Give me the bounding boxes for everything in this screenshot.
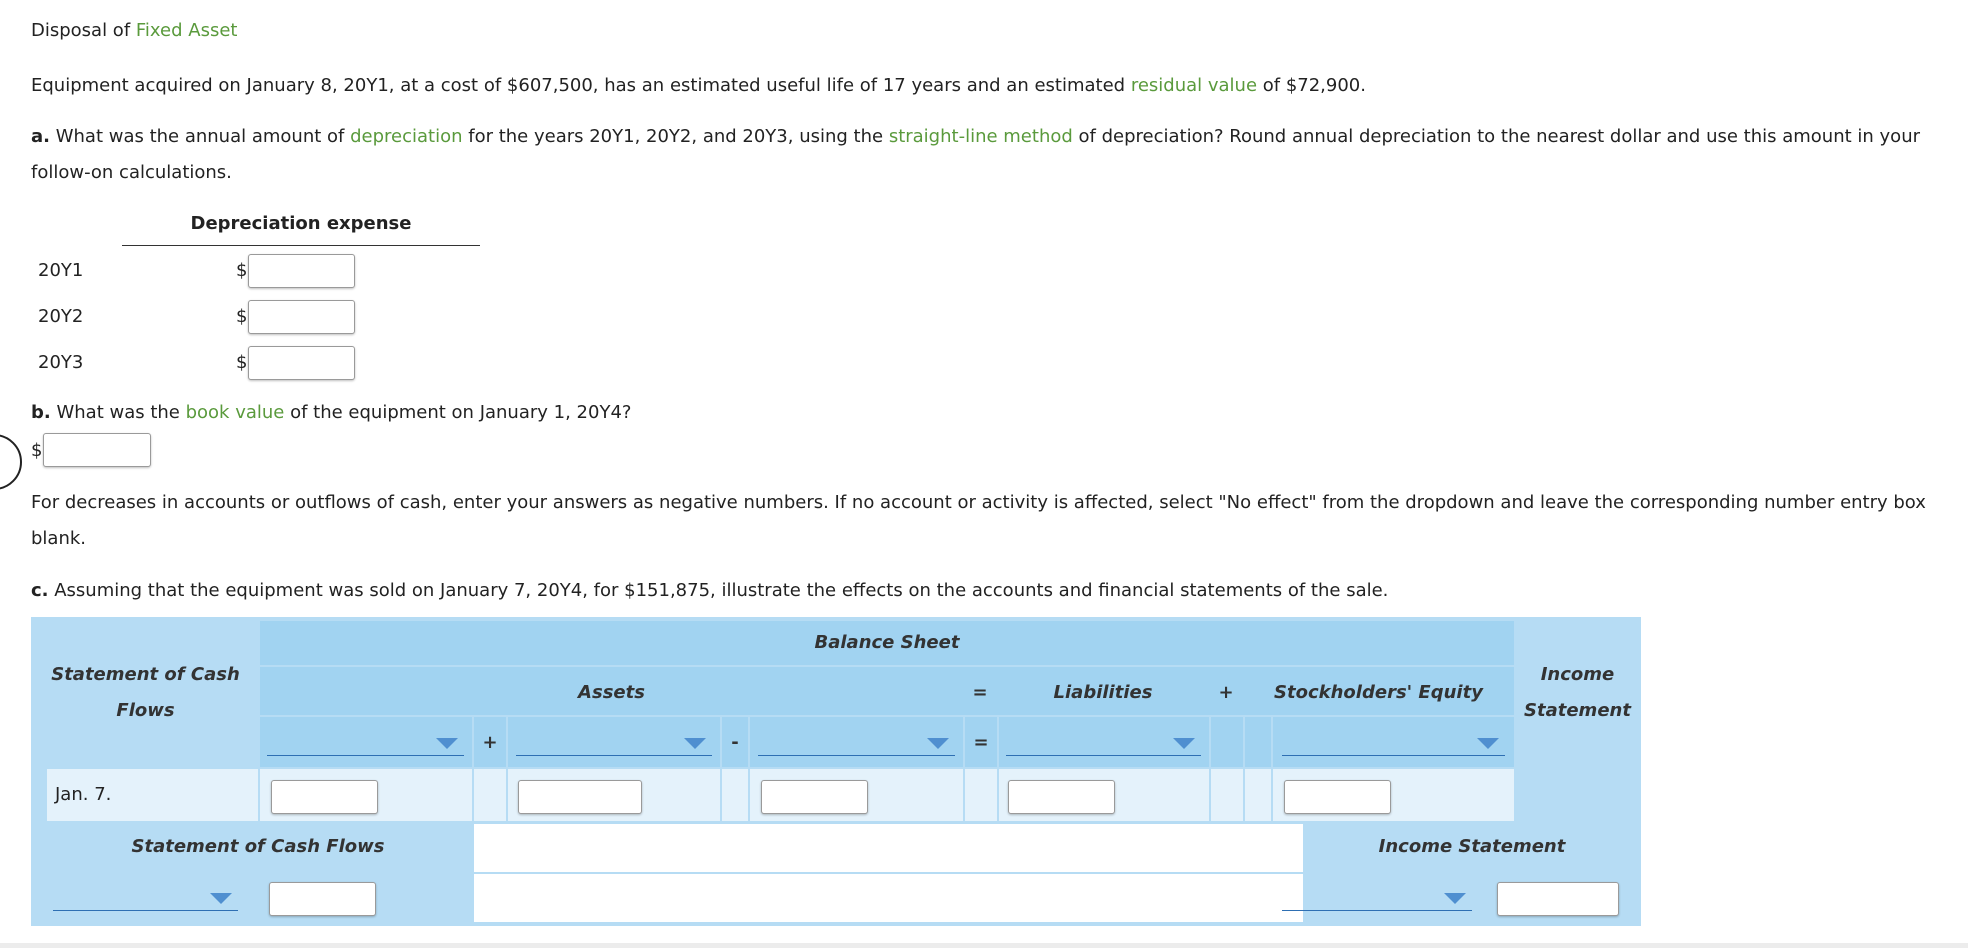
part-c-label: c. [31, 580, 49, 601]
column-divider [1243, 717, 1245, 767]
book-value-input[interactable] [43, 433, 151, 467]
equals-sign: = [972, 682, 988, 703]
straight-line-method-link[interactable]: straight-line method [888, 126, 1073, 147]
year-label-20y1: 20Y1 [38, 260, 84, 281]
plus-operator: + [482, 732, 498, 753]
part-b-text-1: What was the [50, 402, 186, 423]
blank-footer-cell [474, 874, 1303, 922]
depreciation-expense-header: Depreciation expense [190, 213, 412, 234]
asset-account-1-dropdown[interactable] [267, 730, 464, 756]
liabilities-account-dropdown[interactable] [1006, 730, 1201, 756]
currency-symbol: $ [236, 260, 248, 281]
asset-amount-2-input[interactable] [518, 780, 642, 814]
book-value-link[interactable]: book value [185, 402, 285, 423]
currency-symbol: $ [236, 306, 248, 327]
currency-symbol: $ [236, 352, 248, 373]
equity-account-dropdown[interactable] [1282, 730, 1505, 756]
is-footer-label: Income Statement [1378, 836, 1566, 857]
part-a-text-2: for the years 20Y1, 20Y2, and 20Y3, using the [462, 126, 889, 147]
chevron-down-icon [1173, 738, 1195, 749]
instructions-line-1: For decreases in accounts or outflows of cash, enter your answers as negative numbers. If no account or activity is affected, select "No effect" from the dropdown and leave the corresponding number entry box [31, 492, 1926, 513]
column-divider [506, 717, 508, 767]
part-b-label: b. [31, 402, 51, 423]
scf-header-line-2: Flows [116, 700, 175, 721]
liabilities-header: Liabilities [1053, 682, 1153, 703]
data-cell [722, 769, 748, 821]
scf-footer-label: Statement of Cash Flows [131, 836, 385, 857]
residual-value-link[interactable]: residual value [1130, 75, 1258, 96]
data-cell [474, 769, 506, 821]
income-statement-item-dropdown[interactable] [1282, 885, 1472, 911]
depreciation-link[interactable]: depreciation [350, 126, 463, 147]
data-cell [1245, 769, 1271, 821]
asset-amount-3-input[interactable] [761, 780, 868, 814]
part-a-question [31, 125, 1920, 149]
data-cell [1211, 769, 1243, 821]
scf-header-line-1: Statement of Cash [51, 664, 240, 685]
chevron-down-icon [210, 893, 232, 904]
page-title [31, 19, 237, 43]
asset-account-2-dropdown[interactable] [516, 730, 712, 756]
depreciation-20y2-input[interactable] [248, 300, 355, 334]
cursor-circle-indicator [0, 434, 22, 490]
depreciation-20y1-input[interactable] [248, 254, 355, 288]
assets-header: Assets [578, 682, 645, 703]
instructions-line-2: blank. [31, 528, 87, 549]
stockholders-equity-header: Stockholders' Equity [1274, 682, 1483, 703]
minus-operator: - [731, 732, 739, 753]
chevron-down-icon [436, 738, 458, 749]
income-statement-header-line-1: Income [1540, 664, 1615, 685]
asset-amount-1-input[interactable] [271, 780, 378, 814]
fixed-asset-link[interactable]: Fixed Asset [135, 20, 238, 41]
balance-sheet-title: Balance Sheet [814, 632, 960, 653]
part-c-text: Assuming that the equipment was sold on January 7, 20Y4, for $151,875, illustrate the effects on the accounts and financial statements of the sale. [48, 580, 1389, 601]
part-a-text-1: What was the annual amount of [49, 126, 351, 147]
part-b-question [31, 401, 631, 425]
intro-text-2: of $72,900. [1257, 75, 1366, 96]
row-label-jan-7: Jan. 7. [55, 784, 112, 805]
equity-amount-input[interactable] [1284, 780, 1391, 814]
asset-account-3-dropdown[interactable] [758, 730, 955, 756]
part-c-question [31, 579, 1388, 603]
currency-symbol: $ [31, 440, 43, 461]
chevron-down-icon [1477, 738, 1499, 749]
part-b-text-2: of the equipment on January 1, 20Y4? [284, 402, 632, 423]
cash-flow-amount-input[interactable] [269, 882, 376, 916]
chevron-down-icon [1444, 893, 1466, 904]
plus-sign: + [1218, 682, 1234, 703]
part-a-question-line-2: follow-on calculations. [31, 162, 232, 183]
title-prefix: Disposal of [31, 20, 136, 41]
chevron-down-icon [927, 738, 949, 749]
intro-text-1: Equipment acquired on January 8, 20Y1, at a cost of $607,500, has an estimated useful life of 17 years and an estimated [31, 75, 1131, 96]
cash-flow-activity-dropdown[interactable] [53, 885, 238, 911]
year-label-20y3: 20Y3 [38, 352, 84, 373]
year-label-20y2: 20Y2 [38, 306, 84, 327]
blank-footer-cell [474, 824, 1303, 872]
column-divider [997, 717, 999, 767]
income-statement-amount-input[interactable] [1497, 882, 1619, 916]
column-divider [1209, 717, 1211, 767]
depreciation-20y3-input[interactable] [248, 346, 355, 380]
intro-text [31, 74, 1366, 98]
chevron-down-icon [684, 738, 706, 749]
column-divider [748, 717, 750, 767]
bottom-scroll-strip [0, 943, 1968, 948]
data-cell [965, 769, 997, 821]
equals-operator: = [973, 732, 989, 753]
income-statement-header-line-2: Statement [1524, 700, 1631, 721]
part-a-text-3: of depreciation? Round annual depreciation to the nearest dollar and use this amount in your [1072, 126, 1921, 147]
part-a-label: a. [31, 126, 50, 147]
effects-table [31, 617, 1641, 926]
liabilities-amount-input[interactable] [1008, 780, 1115, 814]
header-underline [122, 245, 480, 246]
column-divider [1271, 717, 1273, 767]
